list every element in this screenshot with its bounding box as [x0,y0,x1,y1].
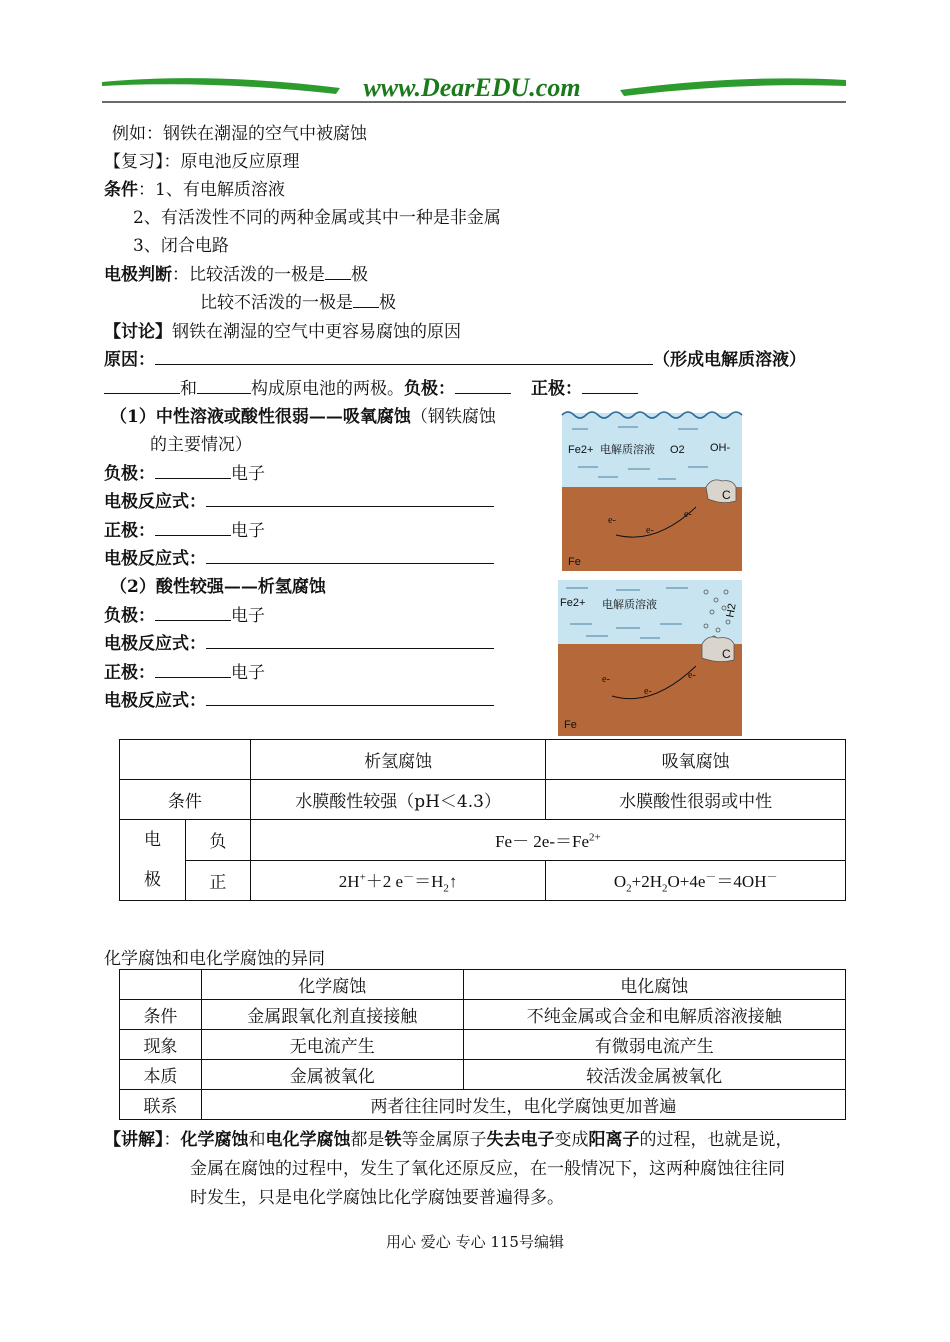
oxygen-note-2: 的主要情况） [150,435,252,455]
reason-suffix: （形成电解质溶液） [653,350,806,370]
neg-blank[interactable] [455,376,511,394]
electrode-text-1: ：比较活泼的一极是 [172,265,325,285]
electrolyte-label: 电解质溶液 [602,598,657,611]
table-row [120,1060,846,1090]
eq-part: ＋2 e [365,871,404,891]
chemical-cell: 金属被氧化 [201,1060,463,1090]
lecture-keyword: 铁 [384,1130,402,1150]
reason-label: 原因： [104,350,155,370]
eq-part: 2H [338,871,360,891]
electrode-text-2: 比较不活泼的一极是 [200,293,353,313]
logo-swoosh-left [102,78,340,94]
fe-label: Fe [568,556,581,568]
compare-heading: 化学腐蚀和电化学腐蚀的异同 [104,949,325,969]
lecture-line-2: 金属在腐蚀的过程中，发生了氧化还原反应，在一般情况下，这两种腐蚀往往同 [190,1159,785,1179]
hydrogen-title: （2）酸性较强——析氢腐蚀 [110,577,326,597]
hydrogen-pos-electron: 电子 [231,663,265,683]
row-label-positive: 正 [185,860,250,901]
electrochemical-cell: 有微弱电流产生 [463,1030,845,1060]
cond-hydrogen: 水膜酸性较强（pH＜4.3） [250,780,546,820]
oxygen-pos-blank[interactable] [155,518,231,536]
example-line: 例如：钢铁在潮湿的空气中被腐蚀 [112,124,367,144]
condition-2: 2、有活泼性不同的两种金属或其中一种是非金属 [133,208,501,228]
eq-part: O [613,871,627,891]
electron-label-3: e- [684,509,692,520]
pos-blank[interactable] [582,376,638,394]
electrode-line-2 [200,288,396,313]
oxygen-note-1: （钢铁腐蚀 [410,407,496,427]
table-row [120,820,846,861]
electrochemical-cell: 不纯金属或合金和电解质溶液接触 [463,1000,845,1030]
header-chemical: 化学腐蚀 [201,970,463,1000]
electron-label-1: e- [602,674,610,685]
logo-text: www.DearEDU.com [363,73,581,102]
oxygen-neg-reaction-line [104,487,494,512]
table-corner-cell [120,740,251,780]
row-label-electrode [120,820,186,901]
electron-label-2: e- [646,525,654,536]
discuss-tag: 【讨论】 [104,322,172,342]
eq-sub: 2 [443,881,449,894]
reason-blank[interactable] [155,347,653,365]
oxygen-pos-line [104,516,265,541]
row-label: 联系 [120,1090,202,1120]
and-text: 和 [180,379,197,399]
eq-sub: 2 [662,881,668,894]
chemical-cell: 无电流产生 [201,1030,463,1060]
lecture-text: 等金属原子 [401,1130,487,1150]
electrode-char-1: 电 [143,830,161,850]
oh-label: OH- [710,442,731,454]
electrode-suffix-2: 极 [379,293,396,313]
lecture-tag: 【讲解】 [104,1130,164,1150]
oxygen-pos-electron: 电子 [231,521,265,541]
lecture-keyword: 阳离子 [588,1130,640,1150]
electrode-pair-line [104,374,638,399]
neg-eq-charge: 2+ [589,831,601,844]
fe-ion-label: Fe2+ [560,597,586,609]
pos-label: 正极： [531,379,582,399]
review-tag: 【复习】 [104,152,164,172]
eq-part: +2H [631,871,662,891]
lecture-keyword: 电化学腐蚀 [265,1130,351,1150]
table-row [120,860,846,901]
gas-arrow-icon: ↑ [448,871,458,891]
hydrogen-pos-blank[interactable] [155,660,231,678]
oxygen-corrosion-diagram [558,405,744,573]
condition-line-1 [104,175,285,200]
oxygen-pos-label: 正极： [104,521,155,541]
header-oxygen: 吸氧腐蚀 [546,740,846,780]
neg-eq-text: Fe－ 2e-＝Fe [495,832,590,852]
oxygen-title: （1）中性溶液或酸性很弱——吸氧腐蚀 [110,407,411,427]
eq-sub: 2 [626,881,632,894]
electrode-label: 电极判断 [104,265,172,285]
pair-text: 构成原电池的两极。 [251,379,404,399]
lecture-text: 都是 [350,1130,385,1150]
cond-oxygen: 水膜酸性很弱或中性 [546,780,846,820]
chemical-cell: 金属跟氧化剂直接接触 [201,1000,463,1030]
hydrogen-pos-reaction-label: 电极反应式： [104,691,206,711]
eq-sup: － [766,870,778,883]
lecture-text: 的过程，也就是说， [639,1130,793,1150]
pair-blank-2[interactable] [197,376,251,394]
hydrogen-neg-reaction-label: 电极反应式： [104,634,206,654]
neg-label: 负极： [404,379,455,399]
lecture-line-3: 时发生，只是电化学腐蚀比化学腐蚀要普遍得多。 [190,1188,564,1208]
eq-sup: － [705,870,717,883]
table-row [120,970,846,1000]
eq-part: ＝H [414,871,444,891]
oxygen-neg-blank[interactable] [155,461,231,479]
h2-label: H2 [724,602,739,619]
reason-line [104,345,806,370]
lecture-text: ： [163,1130,181,1150]
table-row [120,780,846,820]
electron-label-2: e- [644,686,652,697]
fe-ion-label: Fe2+ [568,444,594,456]
electrolyte-label: 电解质溶液 [600,443,655,456]
hydrogen-corrosion-diagram [556,578,746,738]
o2-label: O2 [670,444,685,456]
oxygen-neg-label: 负极： [104,464,155,484]
header-hydrogen: 析氢腐蚀 [250,740,546,780]
discuss-line [104,317,461,342]
oxygen-pos-reaction-label: 电极反应式： [104,549,206,569]
hydrogen-neg-label: 负极： [104,606,155,626]
review-line [104,147,300,172]
lecture-text: 和 [248,1130,266,1150]
condition-3: 3、闭合电路 [133,236,229,256]
hydrogen-neg-reaction-blank[interactable] [206,631,494,649]
review-text: ：原电池反应原理 [163,152,300,172]
lecture-text: 变成 [554,1130,589,1150]
page-footer: 用心 爱心 专心 115号编辑 [386,1233,564,1251]
hydrogen-pos-line [104,658,265,683]
corrosion-type-table [119,739,846,901]
electrode-suffix-1: 极 [351,265,368,285]
hydrogen-pos-reaction-line [104,686,494,711]
eq-part: O+4e [667,871,706,891]
pair-blank-1[interactable] [104,376,180,394]
lecture-keyword: 失去电子 [486,1130,555,1150]
oxygen-pos-reaction-blank[interactable] [206,546,494,564]
compare-table [119,969,846,1120]
fe-label: Fe [564,719,577,731]
electrode-char-2: 极 [143,870,161,890]
electrode-blank-2[interactable] [353,290,379,308]
logo-swoosh-right [620,78,846,96]
hydrogen-neg-blank[interactable] [155,603,231,621]
electron-label-3: e- [688,670,696,681]
lecture-keyword: 化学腐蚀 [180,1130,249,1150]
oxygen-neg-line [104,459,265,484]
oxygen-title-line [110,402,496,427]
hydrogen-neg-line [104,601,265,626]
electrode-line-1 [104,260,368,285]
row-label: 现象 [120,1030,202,1060]
eq-sup: － [403,870,415,883]
discuss-text: 钢铁在潮湿的空气中更容易腐蚀的原因 [172,322,461,342]
carbon-label: C [722,488,731,502]
hydrogen-neg-electron: 电子 [231,606,265,626]
link-cell: 两者往往同时发生，电化学腐蚀更加普遍 [201,1090,845,1120]
condition-label: 条件 [104,180,138,200]
row-label-negative: 负 [185,820,250,861]
positive-equation-oxygen [546,860,846,901]
lecture-line-1 [104,1125,793,1150]
carbon-label: C [722,647,731,661]
carbon-particle [706,480,736,503]
electron-label-1: e- [608,515,616,526]
eq-sup: + [359,870,366,883]
table-row [120,740,846,780]
table-row [120,1090,846,1120]
header-electrochemical: 电化腐蚀 [463,970,845,1000]
hydrogen-neg-reaction-line [104,629,494,654]
row-label: 条件 [120,1000,202,1030]
hydrogen-pos-label: 正极： [104,663,155,683]
negative-equation [250,820,845,861]
oxygen-neg-electron: 电子 [231,464,265,484]
oxygen-neg-reaction-label: 电极反应式： [104,492,206,512]
oxygen-pos-reaction-line [104,544,494,569]
positive-equation-hydrogen [250,860,546,901]
site-logo [100,68,848,106]
electrode-blank-1[interactable] [325,262,351,280]
compare-corner-cell [120,970,202,1000]
row-label-condition: 条件 [120,780,251,820]
electrochemical-cell: 较活泼金属被氧化 [463,1060,845,1090]
condition-1: ：1、有电解质溶液 [138,180,285,200]
oxygen-neg-reaction-blank[interactable] [206,489,494,507]
eq-part: ＝4OH [716,871,767,891]
row-label: 本质 [120,1060,202,1090]
table-row [120,1000,846,1030]
table-row [120,1030,846,1060]
hydrogen-pos-reaction-blank[interactable] [206,688,494,706]
